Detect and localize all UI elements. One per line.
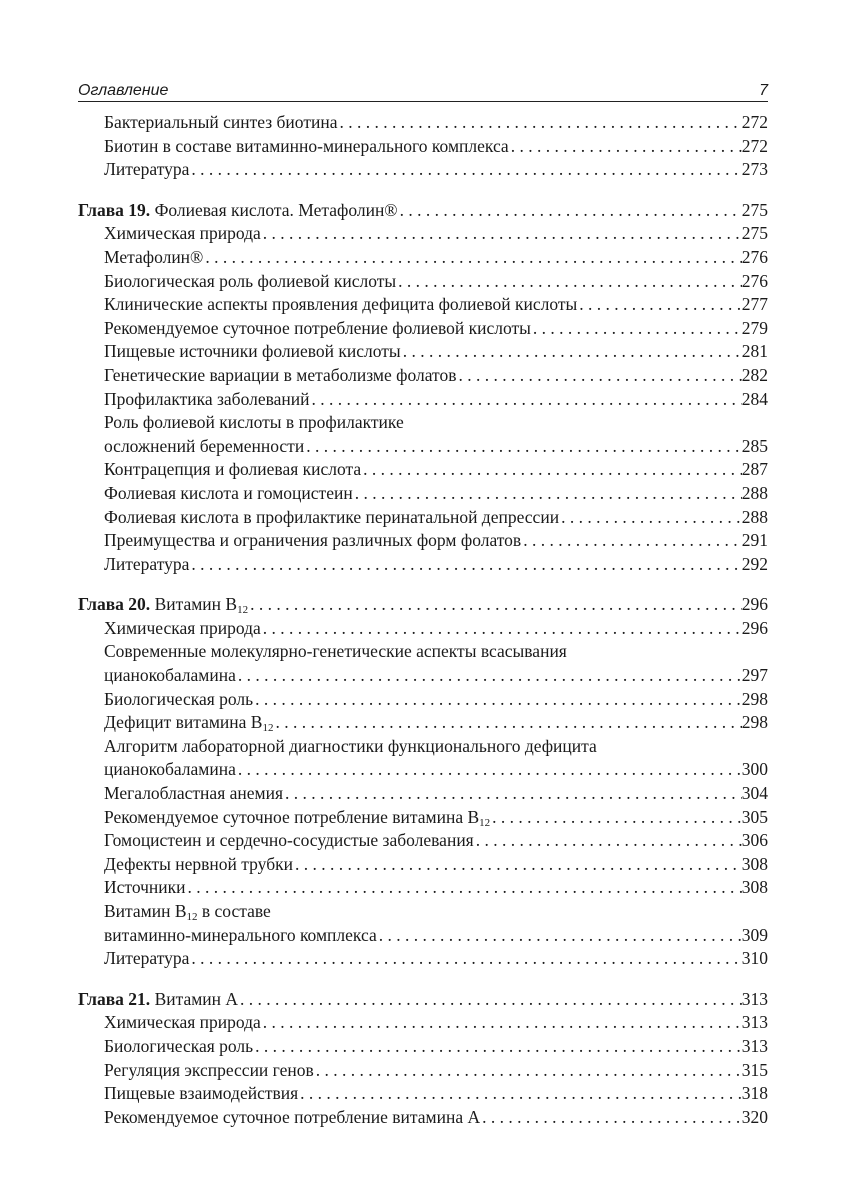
toc-page-number: 308 bbox=[741, 853, 768, 874]
toc-entry-text: Гомоцистеин и сердечно-сосудистые заболевания bbox=[104, 830, 474, 851]
toc-page-number: 304 bbox=[741, 783, 768, 804]
toc-page-number: 275 bbox=[741, 199, 768, 220]
toc-entry-text: Биотин в составе витаминно-минерального комплекса bbox=[104, 135, 509, 156]
toc-page-number: 313 bbox=[741, 1012, 768, 1033]
toc-entry-text: Регуляция экспрессии генов bbox=[104, 1059, 314, 1080]
dot-leader bbox=[480, 1106, 742, 1130]
toc-entry-text: Алгоритм лабораторной диагностики функционального дефицита bbox=[104, 735, 597, 756]
toc-page-number: 305 bbox=[741, 806, 768, 827]
dot-leader bbox=[261, 617, 742, 641]
dot-leader bbox=[531, 317, 742, 341]
toc-page-number: 298 bbox=[741, 712, 768, 733]
chapter-title: Глава 20. Витамин $B_{12}$ bbox=[78, 594, 249, 617]
toc-entry-text: Биологическая роль bbox=[104, 1035, 254, 1056]
toc-entry[interactable] bbox=[78, 758, 768, 782]
toc-entry-text: Рекомендуемое суточное потребление фолиевой кислоты bbox=[104, 317, 531, 338]
chapter-title: Глава 21. Витамин A bbox=[78, 988, 239, 1009]
toc-page-number: 275 bbox=[741, 223, 768, 244]
toc-entry-text: Литература bbox=[104, 948, 190, 969]
dot-leader bbox=[474, 829, 742, 853]
toc-entry-text: Рекомендуемое суточное потребление витамина A bbox=[104, 1106, 481, 1127]
dot-leader bbox=[238, 988, 742, 1012]
toc-entry-text: Мегалобластная анемия bbox=[104, 783, 284, 804]
toc-entry[interactable] bbox=[78, 664, 768, 688]
toc-entry[interactable] bbox=[78, 340, 768, 364]
toc-page-number: 281 bbox=[741, 341, 768, 362]
toc-page-number: 279 bbox=[741, 317, 768, 338]
toc-entry-text: Клинические аспекты проявления дефицита фолиевой кислоты bbox=[104, 294, 578, 315]
toc-entry-first-line[interactable] bbox=[78, 640, 768, 664]
dot-leader bbox=[361, 458, 742, 482]
toc-entry-text: Современные молекулярно-генетические аспекты всасывания bbox=[104, 641, 567, 662]
toc-entry[interactable] bbox=[78, 1011, 768, 1035]
toc-page-number: 308 bbox=[741, 877, 768, 898]
toc-page-number: 277 bbox=[741, 294, 768, 315]
dot-leader bbox=[186, 876, 742, 900]
toc-entry[interactable] bbox=[78, 246, 768, 270]
toc-entry-text: цианокобаламина bbox=[104, 759, 236, 780]
toc-entry-text: Дефекты нервной трубки bbox=[104, 853, 293, 874]
toc-entry[interactable] bbox=[78, 617, 768, 641]
dot-leader bbox=[236, 664, 742, 688]
toc-entry[interactable] bbox=[78, 829, 768, 853]
toc-entry-text: Химическая природа bbox=[104, 617, 261, 638]
toc-entry[interactable] bbox=[78, 222, 768, 246]
toc-page-number: 288 bbox=[741, 482, 768, 503]
dot-leader bbox=[298, 1082, 742, 1106]
toc-entry-text: цианокобаламина bbox=[104, 665, 236, 686]
toc-page-number: 320 bbox=[741, 1106, 768, 1127]
toc-entry[interactable] bbox=[78, 111, 768, 135]
toc-entry-text: Источники bbox=[104, 877, 186, 898]
table-of-contents bbox=[78, 111, 768, 1129]
dot-leader bbox=[189, 158, 741, 182]
toc-entry-text: Литература bbox=[104, 159, 190, 180]
toc-page-number: 315 bbox=[741, 1059, 768, 1080]
toc-entry-text: Пищевые взаимодействия bbox=[104, 1083, 299, 1104]
chapter-title: Глава 19. Фолиевая кислота. Метафолин® bbox=[78, 199, 398, 220]
toc-entry-text: Биологическая роль bbox=[104, 688, 254, 709]
dot-leader bbox=[521, 529, 742, 553]
toc-page-number: 310 bbox=[741, 948, 768, 969]
dot-leader bbox=[377, 924, 742, 948]
toc-page-number: 272 bbox=[741, 112, 768, 132]
dot-leader bbox=[490, 806, 742, 830]
page bbox=[78, 74, 768, 1129]
toc-entry[interactable] bbox=[78, 482, 768, 506]
toc-entry[interactable] bbox=[78, 364, 768, 388]
toc-entry[interactable] bbox=[78, 435, 768, 459]
dot-leader bbox=[509, 135, 742, 159]
group-spacer bbox=[78, 971, 768, 988]
chapter-heading[interactable] bbox=[78, 593, 768, 617]
toc-page-number: 282 bbox=[741, 364, 768, 385]
toc-entry-text: Пищевые источники фолиевой кислоты bbox=[104, 341, 401, 362]
toc-entry[interactable] bbox=[78, 853, 768, 877]
dot-leader bbox=[337, 111, 741, 135]
toc-entry-text: Дефицит витамина $B_{12}$ bbox=[104, 712, 274, 735]
toc-entry-text: Химическая природа bbox=[104, 223, 261, 244]
toc-entry[interactable] bbox=[78, 553, 768, 577]
toc-entry[interactable] bbox=[78, 158, 768, 182]
toc-page-number: 296 bbox=[741, 617, 768, 638]
dot-leader bbox=[310, 388, 742, 412]
dot-leader bbox=[253, 688, 742, 712]
toc-entry-text: Фолиевая кислота и гомоцистеин bbox=[104, 482, 353, 503]
toc-entry[interactable] bbox=[78, 135, 768, 159]
toc-entry[interactable] bbox=[78, 529, 768, 553]
dot-leader bbox=[273, 711, 741, 735]
toc-entry-text: Контрацепция и фолиевая кислота bbox=[104, 459, 362, 480]
dot-leader bbox=[353, 482, 742, 506]
toc-entry[interactable] bbox=[78, 1106, 768, 1130]
toc-page-number: 300 bbox=[741, 759, 768, 780]
toc-page-number: 285 bbox=[741, 435, 768, 456]
toc-entry-first-line[interactable] bbox=[78, 900, 768, 924]
toc-entry-first-line[interactable] bbox=[78, 735, 768, 759]
dot-leader bbox=[203, 246, 741, 270]
dot-leader bbox=[398, 199, 742, 223]
toc-page-number: 313 bbox=[741, 988, 768, 1009]
running-header-title: Оглавление bbox=[78, 82, 169, 99]
chapter-heading[interactable] bbox=[78, 988, 768, 1012]
group-spacer bbox=[78, 576, 768, 593]
toc-entry-text: Химическая природа bbox=[104, 1012, 261, 1033]
toc-page-number: 273 bbox=[741, 159, 768, 180]
dot-leader bbox=[456, 364, 741, 388]
toc-page-number: 276 bbox=[741, 246, 768, 267]
toc-entry-text: Роль фолиевой кислоты в профилактике bbox=[104, 412, 404, 433]
toc-entry-text: Фолиевая кислота в профилактике перинатальной депрессии bbox=[104, 506, 560, 527]
toc-entry-text: Преимущества и ограничения различных форм фолатов bbox=[104, 530, 522, 551]
toc-entry[interactable] bbox=[78, 876, 768, 900]
toc-entry[interactable] bbox=[78, 947, 768, 971]
dot-leader bbox=[314, 1059, 742, 1083]
toc-page-number: 296 bbox=[741, 594, 768, 615]
dot-leader bbox=[559, 506, 742, 530]
toc-entry[interactable] bbox=[78, 1059, 768, 1083]
dot-leader bbox=[304, 435, 742, 459]
toc-entry-text: витаминно-минерального комплекса bbox=[104, 924, 377, 945]
dot-leader bbox=[293, 853, 742, 877]
toc-page-number: 276 bbox=[741, 270, 768, 291]
dot-leader bbox=[189, 947, 741, 971]
toc-page-number: 318 bbox=[741, 1083, 768, 1104]
dot-leader bbox=[283, 782, 742, 806]
toc-page-number: 309 bbox=[741, 924, 768, 945]
toc-entry-text: осложнений беременности bbox=[104, 435, 305, 456]
dot-leader bbox=[236, 758, 742, 782]
toc-page-number: 272 bbox=[741, 135, 768, 156]
toc-page-number: 291 bbox=[741, 530, 768, 551]
toc-entry[interactable] bbox=[78, 506, 768, 530]
toc-entry-text: Рекомендуемое суточное потребление витамина $B_{12}$ bbox=[104, 806, 491, 829]
toc-page-number: 313 bbox=[741, 1035, 768, 1056]
toc-entry-first-line[interactable] bbox=[78, 411, 768, 435]
group-spacer bbox=[78, 182, 768, 199]
running-header bbox=[78, 74, 768, 102]
toc-entry-text: Бактериальный синтез биотина bbox=[104, 112, 338, 132]
dot-leader bbox=[577, 293, 742, 317]
toc-entry-text: Литература bbox=[104, 553, 190, 574]
toc-entry[interactable] bbox=[78, 924, 768, 948]
toc-entry[interactable] bbox=[78, 270, 768, 294]
toc-entry[interactable] bbox=[78, 711, 768, 735]
chapter-heading[interactable] bbox=[78, 199, 768, 223]
dot-leader bbox=[253, 1035, 742, 1059]
toc-entry-text: Биологическая роль фолиевой кислоты bbox=[104, 270, 397, 291]
dot-leader bbox=[248, 593, 742, 617]
toc-entry[interactable] bbox=[78, 388, 768, 412]
toc-entry[interactable] bbox=[78, 1035, 768, 1059]
page-number: 7 bbox=[759, 82, 768, 99]
toc-entry[interactable] bbox=[78, 458, 768, 482]
toc-page-number: 284 bbox=[741, 388, 768, 409]
toc-page-number: 288 bbox=[741, 506, 768, 527]
toc-entry[interactable] bbox=[78, 688, 768, 712]
toc-page-number: 287 bbox=[741, 459, 768, 480]
dot-leader bbox=[401, 340, 742, 364]
dot-leader bbox=[261, 222, 742, 246]
toc-entry[interactable] bbox=[78, 1082, 768, 1106]
toc-entry[interactable] bbox=[78, 317, 768, 341]
toc-page-number: 298 bbox=[741, 688, 768, 709]
dot-leader bbox=[189, 553, 741, 577]
toc-page-number: 292 bbox=[741, 553, 768, 574]
dot-leader bbox=[396, 270, 742, 294]
toc-entry[interactable] bbox=[78, 782, 768, 806]
toc-page-number: 297 bbox=[741, 665, 768, 686]
toc-entry-text: Генетические вариации в метаболизме фолатов bbox=[104, 364, 457, 385]
toc-entry-text: Профилактика заболеваний bbox=[104, 388, 310, 409]
toc-entry[interactable] bbox=[78, 293, 768, 317]
toc-entry[interactable] bbox=[78, 806, 768, 830]
toc-entry-text: Метафолин® bbox=[104, 246, 204, 267]
dot-leader bbox=[261, 1011, 742, 1035]
toc-entry-text: Витамин $B_{12}$ в составе bbox=[104, 901, 271, 923]
toc-page-number: 306 bbox=[741, 830, 768, 851]
